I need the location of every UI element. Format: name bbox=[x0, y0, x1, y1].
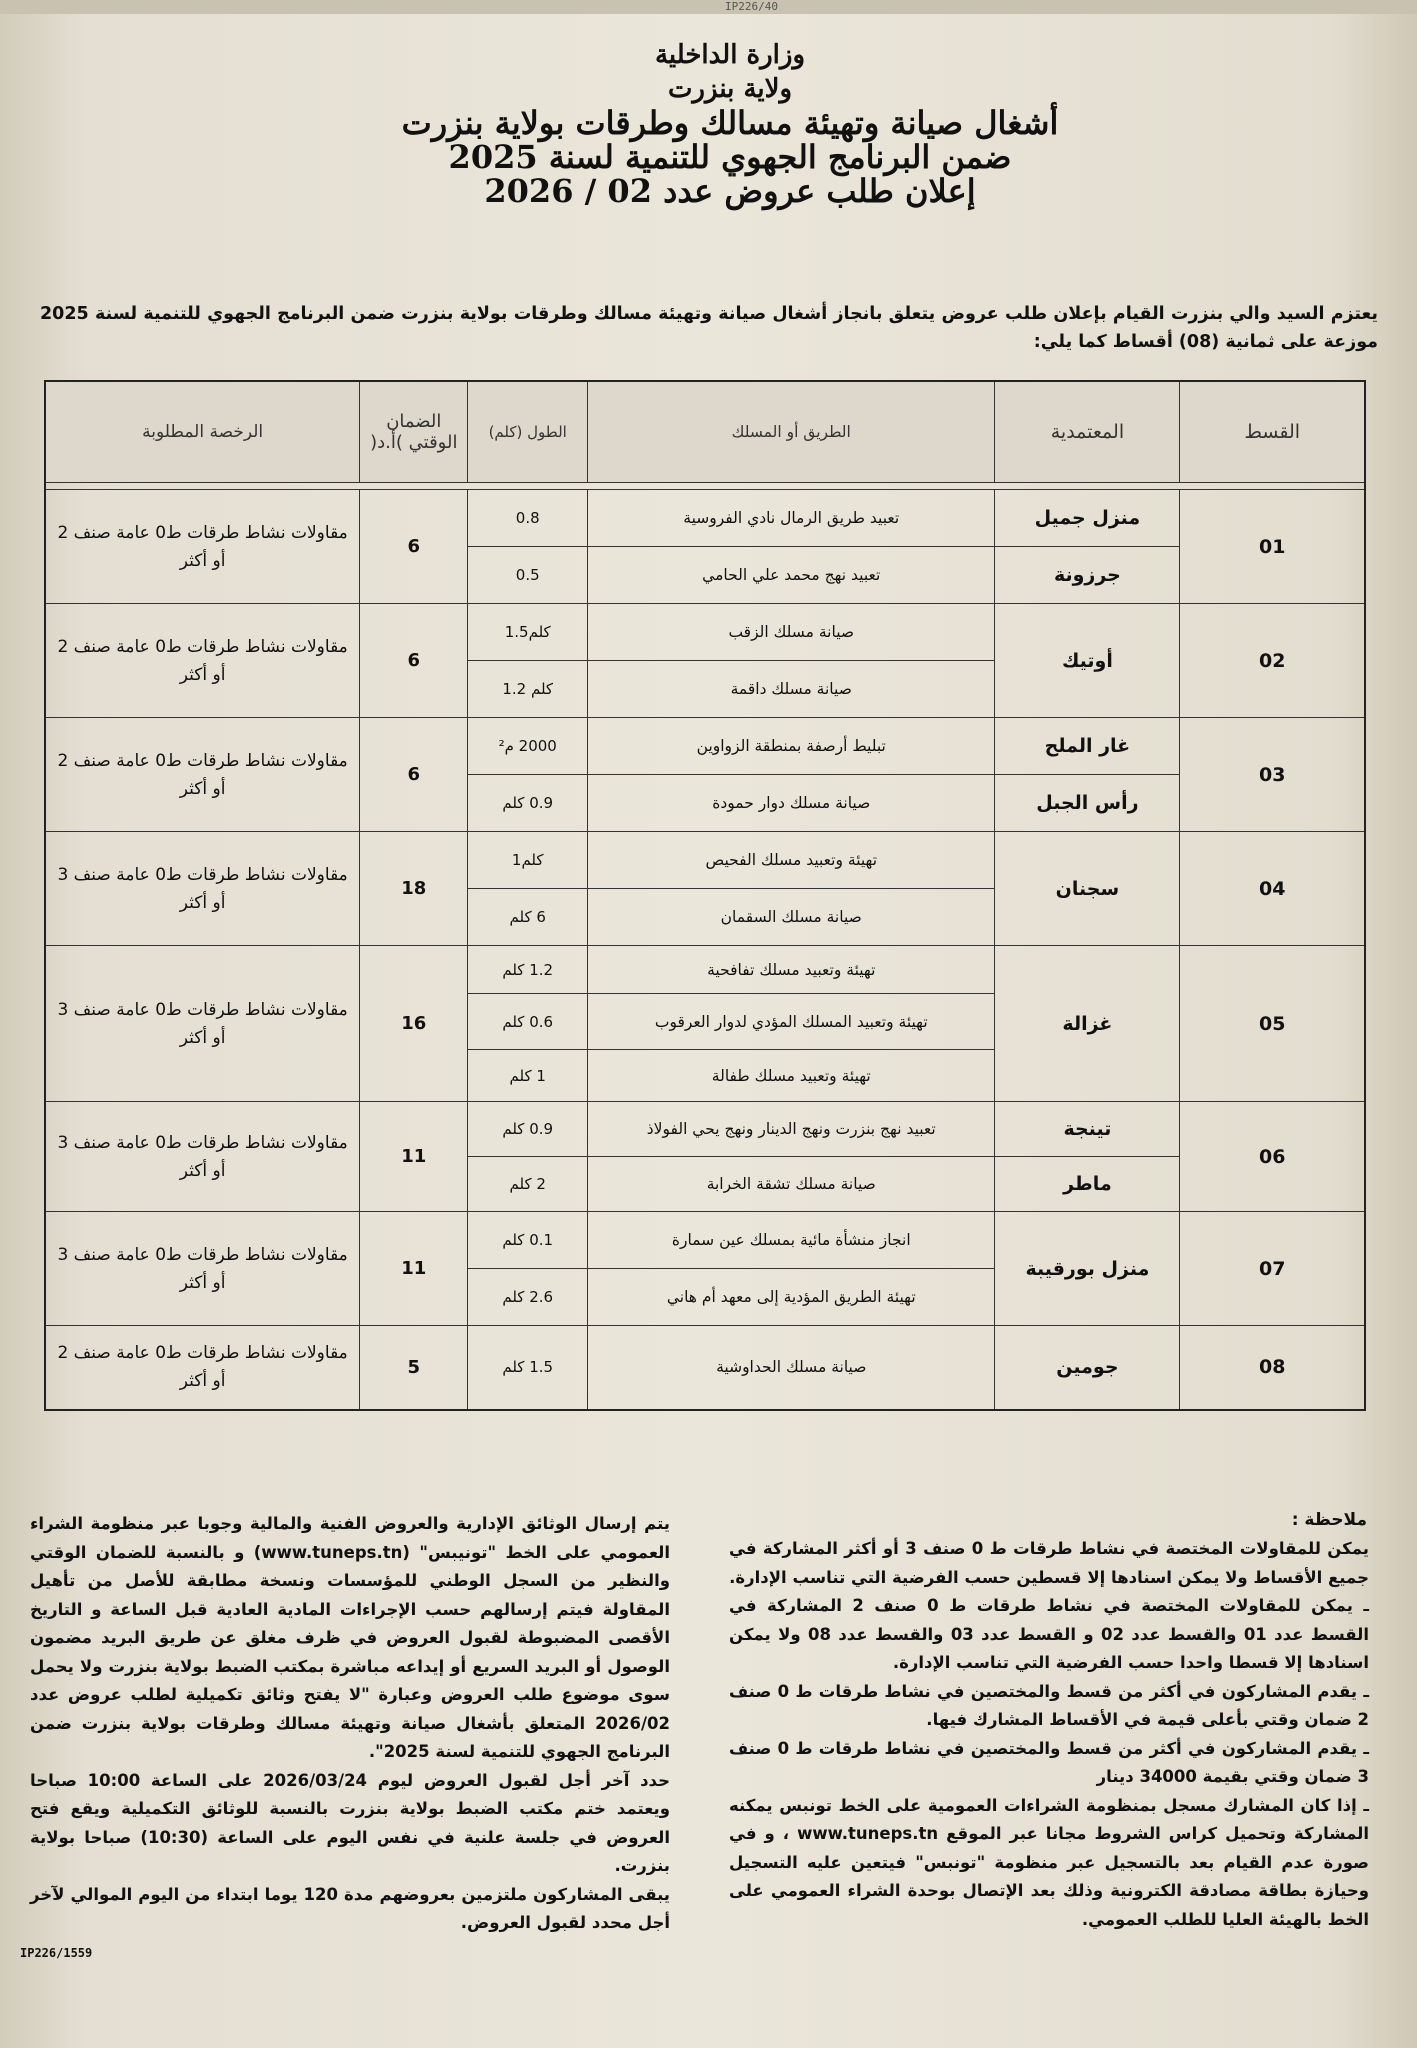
header-lot: القسط bbox=[1180, 381, 1365, 483]
license-cell: مقاولات نشاط طرقات ط0 عامة صنف 2 أو أكثر bbox=[45, 718, 360, 832]
table-row bbox=[45, 946, 1365, 994]
length-cell: 2.6 كلم bbox=[468, 1269, 588, 1326]
license-cell: مقاولات نشاط طرقات ط0 عامة صنف 3 أو أكثر bbox=[45, 832, 360, 946]
intro-paragraph: يعتزم السيد والي بنزرت القيام بإعلان طلب عروض يتعلق بانجاز أشغال صيانة وتهيئة مسالك وطرقات بولاية بنزرت ضمن البرنامج الجهوي للتنمية لسنة 2025 موزعة على ثمانية (08) أقساط كما يلي: bbox=[40, 304, 1378, 352]
table-header-row bbox=[45, 381, 1365, 483]
lot-number: 03 bbox=[1180, 718, 1365, 832]
guarantee-cell: 6 bbox=[360, 490, 468, 604]
header-guarantee: الضمان الوقتي )أ.د( bbox=[360, 381, 468, 483]
road-cell: صيانة مسلك تشقة الخرابة bbox=[588, 1157, 995, 1212]
road-cell: صيانة مسلك السقمان bbox=[588, 889, 995, 946]
length-cell: 6 كلم bbox=[468, 889, 588, 946]
road-cell: انجاز منشأة مائية بمسلك عين سمارة bbox=[588, 1212, 995, 1269]
lot-number: 02 bbox=[1180, 604, 1365, 718]
delegation-cell: منزل جميل bbox=[995, 490, 1180, 547]
license-cell: مقاولات نشاط طرقات ط0 عامة صنف 3 أو أكثر bbox=[45, 1212, 360, 1326]
length-cell: 1.2 كلم bbox=[468, 946, 588, 994]
length-cell: 0.9 كلم bbox=[468, 775, 588, 832]
road-cell: تعبيد طريق الرمال نادي الفروسية bbox=[588, 490, 995, 547]
submission-paragraph: يتم إرسال الوثائق الإدارية والعروض الفنية والمالية وجوبا عبر منظومة الشراء العمومي على الخط "تونيبس" (www.tuneps.tn) و بالنسبة للضمان الوقتي والنظير من السجل الوطني للمؤسسات ونسخة مطابقة للأصل من تأهيل المقاولة فيتم إرسالهم حسب الإجراءات المادية العادية قبل الساعة و التاريخ الأقصى المضبوطة لقبول العروض في ظرف مغلق عن طريق البريد مضمون الوصول أو البريد السريع أو إيداعه مباشرة بمكتب الضبط بولاية بنزرت ولا يحمل سوى موضوع طلب العروض وعبارة "لا يفتح وثائق تكميلية لطلب عروض عدد 2026/02 المتعلق بأشغال صيانة وتهيئة مسالك وطرقات بولاية بنزرت ضمن البرنامج الجهوي للتنمية لسنة 2025". bbox=[30, 1514, 670, 1761]
table-row bbox=[45, 1212, 1365, 1269]
length-cell: 1 كلم bbox=[468, 1050, 588, 1102]
guarantee-cell: 18 bbox=[360, 832, 468, 946]
header-length: الطول (كلم) bbox=[468, 381, 588, 483]
table-row bbox=[45, 832, 1365, 889]
road-cell: تهيئة الطريق المؤدية إلى معهد أم هاني bbox=[588, 1269, 995, 1326]
length-cell: 0.8 bbox=[468, 490, 588, 547]
page-top-edge bbox=[0, 0, 1417, 14]
guarantee-cell: 6 bbox=[360, 604, 468, 718]
delegation-cell: ماطر bbox=[995, 1157, 1180, 1212]
guarantee-cell: 11 bbox=[360, 1212, 468, 1326]
table-row bbox=[45, 604, 1365, 661]
notice-title: أشغال صيانة وتهيئة مسالك وطرقات بولاية بنزرت bbox=[401, 104, 1059, 142]
delegation-cell: جومين bbox=[995, 1326, 1180, 1410]
length-cell: كلم 1.2 bbox=[468, 661, 588, 718]
delegation-cell: غار الملح bbox=[995, 718, 1180, 775]
lot-number: 05 bbox=[1180, 946, 1365, 1102]
header-delegation: المعتمدية bbox=[995, 381, 1180, 483]
guarantee-cell: 16 bbox=[360, 946, 468, 1102]
length-cell: 0.9 كلم bbox=[468, 1102, 588, 1157]
header-license: الرخصة المطلوبة bbox=[45, 381, 360, 483]
length-cell: 2000 م² bbox=[468, 718, 588, 775]
table-row bbox=[45, 1326, 1365, 1410]
table-gap bbox=[45, 483, 1365, 490]
deadline-paragraph: حدد آخر أجل لقبول العروض ليوم 2026/03/24 على الساعة 10:00 صباحا ويعتمد ختم مكتب الضبط بولاية بنزرت بالنسبة للوثائق التكميلية ويقع فتح العروض في جلسة علنية في نفس اليوم على الساعة (10:30) صباحا بولاية بنزرت. bbox=[30, 1770, 670, 1875]
length-cell: 0.6 كلم bbox=[468, 994, 588, 1050]
lots-table bbox=[44, 380, 1366, 1411]
notes-title: ملاحظة : bbox=[1291, 1510, 1367, 1530]
delegation-cell: جرزونة bbox=[995, 547, 1180, 604]
tender-number: إعلان طلب عروض عدد 02 / 2026 bbox=[484, 172, 976, 210]
guarantee-cell: 11 bbox=[360, 1102, 468, 1212]
ministry-name: وزارة الداخلية bbox=[654, 40, 806, 70]
length-cell: كلم1 bbox=[468, 832, 588, 889]
table-row bbox=[45, 490, 1365, 547]
road-cell: صيانة مسلك داقمة bbox=[588, 661, 995, 718]
license-cell: مقاولات نشاط طرقات ط0 عامة صنف 3 أو أكثر bbox=[45, 946, 360, 1102]
license-cell: مقاولات نشاط طرقات ط0 عامة صنف 2 أو أكثر bbox=[45, 1326, 360, 1410]
road-cell: تهيئة وتعبيد المسلك المؤدي لدوار العرقوب bbox=[588, 994, 995, 1050]
length-cell: 2 كلم bbox=[468, 1157, 588, 1212]
license-cell: مقاولات نشاط طرقات ط0 عامة صنف 2 أو أكثر bbox=[45, 604, 360, 718]
road-cell: تبليط أرصفة بمنطقة الزواوين bbox=[588, 718, 995, 775]
note-item: ـ يمكن للمقاولات المختصة في نشاط طرقات ط 0 صنف 2 المشاركة في القسط عدد 01 والقسط عدد 02 و القسط عدد 03 والقسط عدد 08 ولا يمكن اسنادها إلا قسطا واحدا حسب الفرضية التي تناسب الإدارة. bbox=[729, 1596, 1369, 1672]
notes-section bbox=[729, 1535, 1369, 1934]
note-item: ـ إذا كان المشارك مسجل بمنظومة الشراءات العمومية على الخط تونبس يمكنه المشاركة وتحميل كراس الشروط مجانا عبر الموقع www.tuneps.tn ، و في صورة عدم القيام بعد بالتسجيل عبر منظومة "تونبس" فيتعين عليه التسجيل وحيازة بطاقة مصادقة الكترونية وذلك بعد الإتصال بوحدة الشراء العمومي على الخط بالهيئة العليا للطلب العمومي. bbox=[729, 1795, 1369, 1929]
license-cell: مقاولات نشاط طرقات ط0 عامة صنف 3 أو أكثر bbox=[45, 1102, 360, 1212]
length-cell: 0.1 كلم bbox=[468, 1212, 588, 1269]
road-cell: تعبيد نهج محمد علي الحامي bbox=[588, 547, 995, 604]
submission-section bbox=[30, 1510, 670, 1938]
lot-number: 04 bbox=[1180, 832, 1365, 946]
guarantee-cell: 6 bbox=[360, 718, 468, 832]
delegation-cell: سجنان bbox=[995, 832, 1180, 946]
road-cell: صيانة مسلك الحداوشية bbox=[588, 1326, 995, 1410]
note-item: ـ يقدم المشاركون في أكثر من قسط والمختصين في نشاط طرقات ط 0 صنف 2 ضمان وقتي بأعلى قيمة في الأقساط المشارك فيها. bbox=[729, 1681, 1369, 1729]
length-cell: 0.5 bbox=[468, 547, 588, 604]
road-cell: صيانة مسلك دوار حمودة bbox=[588, 775, 995, 832]
length-cell: كلم1.5 bbox=[468, 604, 588, 661]
table-row bbox=[45, 718, 1365, 775]
road-cell: صيانة مسلك الزقب bbox=[588, 604, 995, 661]
page-code: IP226/40 bbox=[725, 0, 778, 13]
delegation-cell: رأس الجبل bbox=[995, 775, 1180, 832]
table-row bbox=[45, 1102, 1365, 1157]
header-road: الطريق أو المسلك bbox=[588, 381, 995, 483]
road-cell: تعبيد نهج بنزرت ونهج الدينار ونهج يحي الفولاذ bbox=[588, 1102, 995, 1157]
lot-number: 07 bbox=[1180, 1212, 1365, 1326]
road-cell: تهيئة وتعبيد مسلك طفالة bbox=[588, 1050, 995, 1102]
notice-header bbox=[330, 38, 1130, 208]
delegation-cell: تينجة bbox=[995, 1102, 1180, 1157]
governorate-name: ولاية بنزرت bbox=[667, 74, 793, 104]
delegation-cell: منزل بورقيبة bbox=[995, 1212, 1180, 1326]
lots-table-body bbox=[45, 483, 1365, 1410]
lot-number: 01 bbox=[1180, 490, 1365, 604]
program-line: ضمن البرنامج الجهوي للتنمية لسنة 2025 bbox=[448, 138, 1012, 176]
length-cell: 1.5 كلم bbox=[468, 1326, 588, 1410]
license-cell: مقاولات نشاط طرقات ط0 عامة صنف 2 أو أكثر bbox=[45, 490, 360, 604]
note-item: يمكن للمقاولات المختصة في نشاط طرقات ط 0 صنف 3 أو أكثر المشاركة في جميع الأقساط ولا يمكن اسنادها إلا قسطين حسب الفرضية التي تناسب الإدارة. bbox=[729, 1539, 1369, 1587]
guarantee-cell: 5 bbox=[360, 1326, 468, 1410]
road-cell: تهيئة وتعبيد مسلك الفحيص bbox=[588, 832, 995, 889]
delegation-cell: أوتيك bbox=[995, 604, 1180, 718]
validity-paragraph: يبقى المشاركون ملتزمين بعروضهم مدة 120 يوما ابتداء من اليوم الموالي لآخر أجل محدد لقبول العروض. bbox=[30, 1884, 670, 1932]
delegation-cell: غزالة bbox=[995, 946, 1180, 1102]
road-cell: تهيئة وتعبيد مسلك تفافحية bbox=[588, 946, 995, 994]
lot-number: 08 bbox=[1180, 1326, 1365, 1410]
lot-number: 06 bbox=[1180, 1102, 1365, 1212]
note-item: ـ يقدم المشاركون في أكثر من قسط والمختصين في نشاط طرقات ط 0 صنف 3 ضمان وقتي بقيمة 34000 دينار bbox=[729, 1738, 1369, 1786]
reference-code: IP226/1559 bbox=[20, 1946, 93, 1960]
